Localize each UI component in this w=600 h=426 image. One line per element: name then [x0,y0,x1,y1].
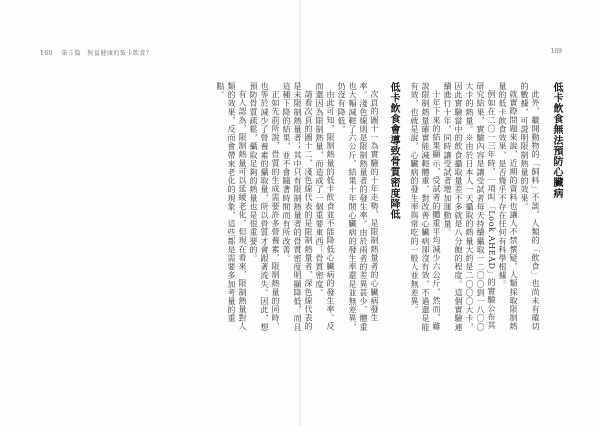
paragraph: 正如先前所說，骨質的生成需要許多營養素，限制熱量的同時，也等於減少了營養素的攝取量，所以骨質才會跟著流失。因此，想預防骨質疏鬆，攝取足夠的熱量也是很重要的。 [249,82,280,332]
paragraph: 就實際問題來說，近期的資料也讓人不禁懷疑，人類採取限制熱量的低卡飲食效果，是否幾乎不存在任何有科學根據。 [498,82,518,331]
right-page-number: 169 [550,48,562,55]
paragraph: 例如在二〇一三年時，一項叫「Look AHEAD」的實驗公布其研究結果，實驗內容是讓受試者每天持續攝取一二〇〇到一八〇〇大卡的熱量。※由於日本人一天攝取的熱量大約是二〇〇〇大卡，因此實驗當中的飲食攝取量差不多就是八分飽的程度。這個實驗連續進行十年，同時讓受試者增加運動量。 [443,82,496,332]
vertical-text-block [216,82,564,338]
paragraph: 次頁的圖十一為實驗的十年走勢，是限制熱量者的心臟病發生率。淺色線則是限制熱量者的發生率。由於兩者的差異甚少，體重也大幅減輕了六公斤，結果十年間心臟病的發生率還是並無差異，仍沒有降低。 [337,82,379,332]
left-page-number: 160 [40,50,53,57]
right-page [216,0,600,426]
paragraph: 請看次頁的圖十二，淺色線代表的是限制熱量者，深色線代表的是未限制熱量者；其中只有限制熱量者的骨質密度明顯降低，而且這種下降的結果，並不會隨著時間而有所改善。 [282,82,313,332]
section-subheading: 低卡飲食會導致骨質密度降低 [388,82,399,220]
paragraph: 由此可知，限制熱量的低卡飲食並不能降低心臟病的發生率。反而還因為限制熱量，而造成了一個重要東西：骨質密度。 [315,82,335,331]
running-head-title: 第５篇 無益健康的低卡飲食？ [61,50,153,57]
section-heading: 低卡飲食無法預防心臟病 [551,82,562,199]
paragraph: 有人認為，限制熱量可以延緩老化，但現在看來，限制熱量對人類的效果，反而會帶來老化的現象，這些都是需要多加考量的重點。 [216,82,247,331]
paragraph: 十年下來的結果顯示，受試者的體重平均減少六公斤，然而，雖說限制熱量確實能減輕體重，對改善心臟病卻沒有效，不過還是能有效，也就是說，心臟病的發生率與常吃的一般人並無差異。 [410,82,441,332]
running-head [40,48,152,57]
paragraph: 此外，繼開動物的「飼料」不談，人類的「飲食」也尚未有確切的數據，可證明限制熱量的效果。 [520,82,540,331]
